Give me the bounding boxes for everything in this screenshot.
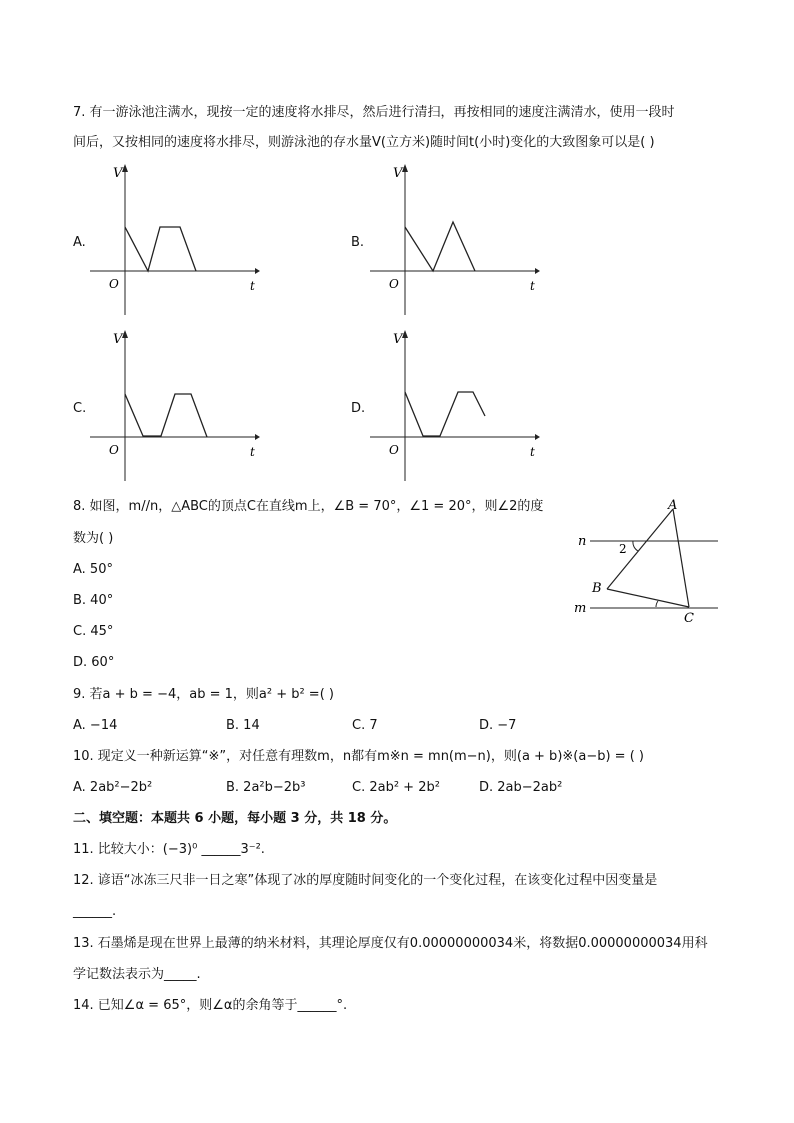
q7-d-origin: O: [389, 443, 399, 457]
q11-stem: 11. 比较大小：(−3)⁰ ______3⁻².: [73, 842, 265, 857]
q7-option-b-label: B.: [351, 235, 365, 250]
q9-option-b: B. 14: [226, 718, 260, 733]
q7-a-origin: O: [109, 277, 119, 291]
q13-stem-line1: 13. 石墨烯是现在世界上最薄的纳米材料，其理论厚度仅有0.00000000034米，将数据0.00000000034用科: [73, 936, 708, 951]
q7-stem-line2: 间后，又按相同的速度将水排尽，则游泳池的存水量V(立方米)随时间t(小时)变化的大致图象可以是( ): [73, 135, 655, 150]
q10-option-b: B. 2a²b−2b³: [226, 780, 306, 795]
q7-a-axis-t: t: [250, 279, 255, 293]
q10-option-c: C. 2ab² + 2b²: [352, 780, 440, 795]
q8-label-b: B: [592, 581, 602, 596]
q8-label-n: n: [578, 534, 587, 549]
q7-graph-b: [365, 160, 545, 320]
q8-option-c: C. 45°: [73, 624, 114, 639]
q8-label-a: A: [668, 498, 678, 513]
q7-graph-a: [85, 160, 265, 320]
q13-stem-line2: 学记数法表示为_____.: [73, 967, 201, 982]
q7-b-origin: O: [389, 277, 399, 291]
q12-stem-line1: 12. 谚语“冰冻三尺非一日之寒”体现了冰的厚度随时间变化的一个变化过程，在该变化过程中因变量是: [73, 873, 658, 888]
q8-option-a: A. 50°: [73, 562, 113, 577]
q9-option-a: A. −14: [73, 718, 118, 733]
q7-graph-c: [85, 326, 265, 486]
q10-stem: 10. 现定义一种新运算“※”，对任意有理数m，n都有m※n = mn(m−n)，则(a + b)※(a−b) = ( ): [73, 749, 644, 764]
q8-label-2: 2: [619, 542, 627, 556]
q8-stem-line1: 8. 如图，m//n，△ABC的顶点C在直线m上，∠B = 70°，∠1 = 20°，则∠2的度: [73, 499, 544, 514]
q9-option-c: C. 7: [352, 718, 378, 733]
q8-label-c: C: [684, 611, 694, 626]
q7-c-axis-t: t: [250, 445, 255, 459]
q7-c-origin: O: [109, 443, 119, 457]
q9-stem: 9. 若a + b = −4，ab = 1，则a² + b² =( ): [73, 687, 334, 702]
q7-option-c-label: C.: [73, 401, 87, 416]
q10-option-a: A. 2ab²−2b²: [73, 780, 153, 795]
q8-option-b: B. 40°: [73, 593, 114, 608]
q7-b-axis-v: V: [393, 166, 403, 181]
q8-label-m: m: [574, 601, 587, 616]
q8-option-d: D. 60°: [73, 655, 115, 670]
q14-stem: 14. 已知∠α = 65°，则∠α的余角等于______°.: [73, 998, 348, 1013]
q7-stem-line1: 7. 有一游泳池注满水，现按一定的速度将水排尽，然后进行清扫，再按相同的速度注满清水，使用一段时: [73, 105, 675, 120]
q7-option-a-label: A.: [73, 235, 86, 250]
q7-b-axis-t: t: [530, 279, 535, 293]
q7-option-d-label: D.: [351, 401, 366, 416]
section-2-heading: 二、填空题：本题共 6 小题，每小题 3 分，共 18 分。: [73, 811, 397, 826]
q8-stem-line2: 数为( ): [73, 531, 114, 546]
q10-option-d: D. 2ab−2ab²: [479, 780, 563, 795]
q7-d-axis-v: V: [393, 332, 403, 347]
q12-stem-line2: ______.: [73, 904, 117, 919]
q7-graph-d: [365, 326, 545, 486]
q7-c-axis-v: V: [113, 332, 123, 347]
q7-a-axis-v: V: [113, 166, 123, 181]
q7-d-axis-t: t: [530, 445, 535, 459]
q8-figure: [570, 495, 730, 630]
q9-option-d: D. −7: [479, 718, 517, 733]
